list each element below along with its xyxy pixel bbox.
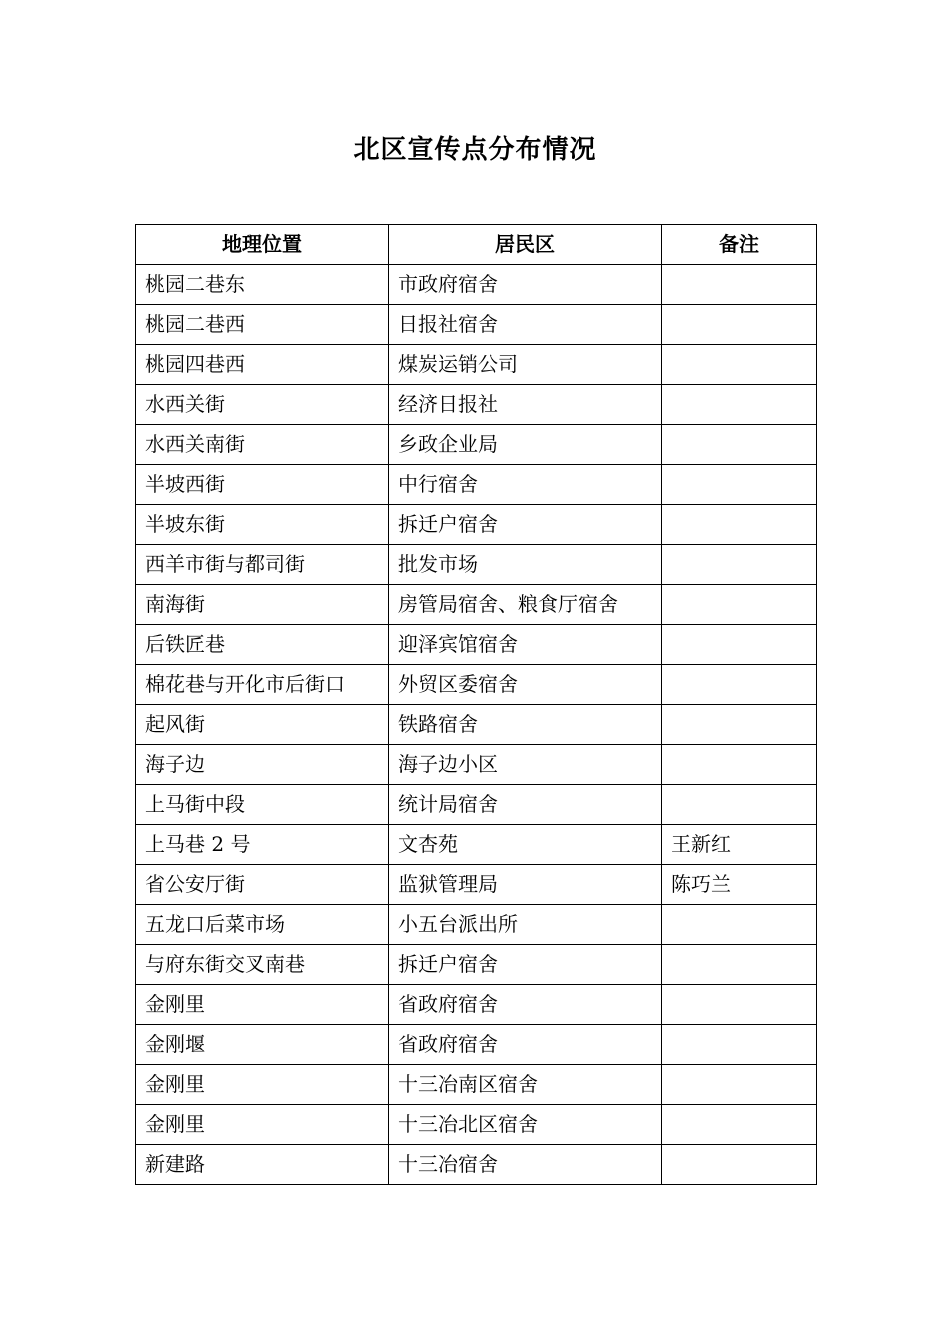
cell-residential-area: 煤炭运销公司 bbox=[389, 345, 662, 385]
cell-residential-area: 省政府宿舍 bbox=[389, 985, 662, 1025]
cell-remarks bbox=[662, 745, 817, 785]
cell-remarks bbox=[662, 1025, 817, 1065]
table-row bbox=[136, 465, 817, 505]
cell-location: 与府东街交叉南巷 bbox=[136, 945, 389, 985]
cell-location: 新建路 bbox=[136, 1145, 389, 1185]
table-row bbox=[136, 1145, 817, 1185]
cell-location: 南海街 bbox=[136, 585, 389, 625]
cell-residential-area: 中行宿舍 bbox=[389, 465, 662, 505]
cell-remarks bbox=[662, 545, 817, 585]
cell-location: 金刚里 bbox=[136, 1065, 389, 1105]
cell-residential-area: 监狱管理局 bbox=[389, 865, 662, 905]
cell-location: 后铁匠巷 bbox=[136, 625, 389, 665]
cell-remarks bbox=[662, 705, 817, 745]
page-title: 北区宣传点分布情况 bbox=[353, 135, 597, 165]
cell-residential-area: 迎泽宾馆宿舍 bbox=[389, 625, 662, 665]
cell-residential-area: 市政府宿舍 bbox=[389, 265, 662, 305]
table-row bbox=[136, 945, 817, 985]
cell-residential-area: 乡政企业局 bbox=[389, 425, 662, 465]
cell-remarks bbox=[662, 585, 817, 625]
table-row bbox=[136, 825, 817, 865]
cell-location: 桃园四巷西 bbox=[136, 345, 389, 385]
cell-location: 上马巷 2 号 bbox=[136, 825, 389, 865]
header-residential-area: 居民区 bbox=[389, 225, 662, 265]
cell-location: 起风街 bbox=[136, 705, 389, 745]
cell-remarks bbox=[662, 465, 817, 505]
cell-location: 五龙口后菜市场 bbox=[136, 905, 389, 945]
cell-residential-area: 统计局宿舍 bbox=[389, 785, 662, 825]
cell-residential-area: 小五台派出所 bbox=[389, 905, 662, 945]
cell-residential-area: 房管局宿舍、粮食厅宿舍 bbox=[389, 585, 662, 625]
cell-location: 棉花巷与开化市后街口 bbox=[136, 665, 389, 705]
table-row bbox=[136, 265, 817, 305]
cell-remarks bbox=[662, 345, 817, 385]
cell-residential-area: 外贸区委宿舍 bbox=[389, 665, 662, 705]
cell-location: 省公安厅街 bbox=[136, 865, 389, 905]
cell-residential-area: 十三冶南区宿舍 bbox=[389, 1065, 662, 1105]
cell-remarks: 陈巧兰 bbox=[662, 865, 817, 905]
cell-location: 上马街中段 bbox=[136, 785, 389, 825]
table-row bbox=[136, 385, 817, 425]
cell-remarks bbox=[662, 505, 817, 545]
cell-remarks bbox=[662, 1065, 817, 1105]
cell-remarks bbox=[662, 1145, 817, 1185]
cell-location: 桃园二巷西 bbox=[136, 305, 389, 345]
cell-residential-area: 十三冶北区宿舍 bbox=[389, 1105, 662, 1145]
cell-remarks bbox=[662, 625, 817, 665]
table-row bbox=[136, 305, 817, 345]
cell-residential-area: 文杏苑 bbox=[389, 825, 662, 865]
cell-location: 西羊市街与都司街 bbox=[136, 545, 389, 585]
table-row bbox=[136, 905, 817, 945]
cell-location: 金刚里 bbox=[136, 985, 389, 1025]
cell-remarks bbox=[662, 1105, 817, 1145]
cell-location: 半坡西街 bbox=[136, 465, 389, 505]
cell-remarks bbox=[662, 785, 817, 825]
table-row bbox=[136, 1025, 817, 1065]
cell-remarks bbox=[662, 905, 817, 945]
table-row bbox=[136, 665, 817, 705]
table-row bbox=[136, 1105, 817, 1145]
cell-remarks bbox=[662, 305, 817, 345]
cell-residential-area: 经济日报社 bbox=[389, 385, 662, 425]
header-location: 地理位置 bbox=[136, 225, 389, 265]
cell-remarks bbox=[662, 945, 817, 985]
table-row bbox=[136, 625, 817, 665]
cell-location: 金刚堰 bbox=[136, 1025, 389, 1065]
table-row bbox=[136, 985, 817, 1025]
cell-residential-area: 省政府宿舍 bbox=[389, 1025, 662, 1065]
table-row bbox=[136, 785, 817, 825]
table-header-row bbox=[136, 225, 817, 265]
cell-remarks bbox=[662, 265, 817, 305]
cell-location: 海子边 bbox=[136, 745, 389, 785]
cell-remarks bbox=[662, 985, 817, 1025]
cell-remarks bbox=[662, 665, 817, 705]
cell-location: 水西关南街 bbox=[136, 425, 389, 465]
table-row bbox=[136, 705, 817, 745]
cell-residential-area: 批发市场 bbox=[389, 545, 662, 585]
header-remarks: 备注 bbox=[662, 225, 817, 265]
table-row bbox=[136, 425, 817, 465]
table-row bbox=[136, 505, 817, 545]
cell-location: 半坡东街 bbox=[136, 505, 389, 545]
cell-location: 金刚里 bbox=[136, 1105, 389, 1145]
table-row bbox=[136, 865, 817, 905]
distribution-table bbox=[135, 224, 817, 1185]
cell-residential-area: 十三冶宿舍 bbox=[389, 1145, 662, 1185]
cell-residential-area: 拆迁户宿舍 bbox=[389, 505, 662, 545]
table-row bbox=[136, 345, 817, 385]
cell-location: 水西关街 bbox=[136, 385, 389, 425]
table-row bbox=[136, 545, 817, 585]
cell-remarks bbox=[662, 385, 817, 425]
table-body bbox=[136, 265, 817, 1185]
cell-remarks bbox=[662, 425, 817, 465]
cell-remarks: 王新红 bbox=[662, 825, 817, 865]
cell-residential-area: 海子边小区 bbox=[389, 745, 662, 785]
cell-location: 桃园二巷东 bbox=[136, 265, 389, 305]
cell-residential-area: 铁路宿舍 bbox=[389, 705, 662, 745]
table-row bbox=[136, 745, 817, 785]
table-row bbox=[136, 1065, 817, 1105]
table-row bbox=[136, 585, 817, 625]
cell-residential-area: 拆迁户宿舍 bbox=[389, 945, 662, 985]
cell-residential-area: 日报社宿舍 bbox=[389, 305, 662, 345]
